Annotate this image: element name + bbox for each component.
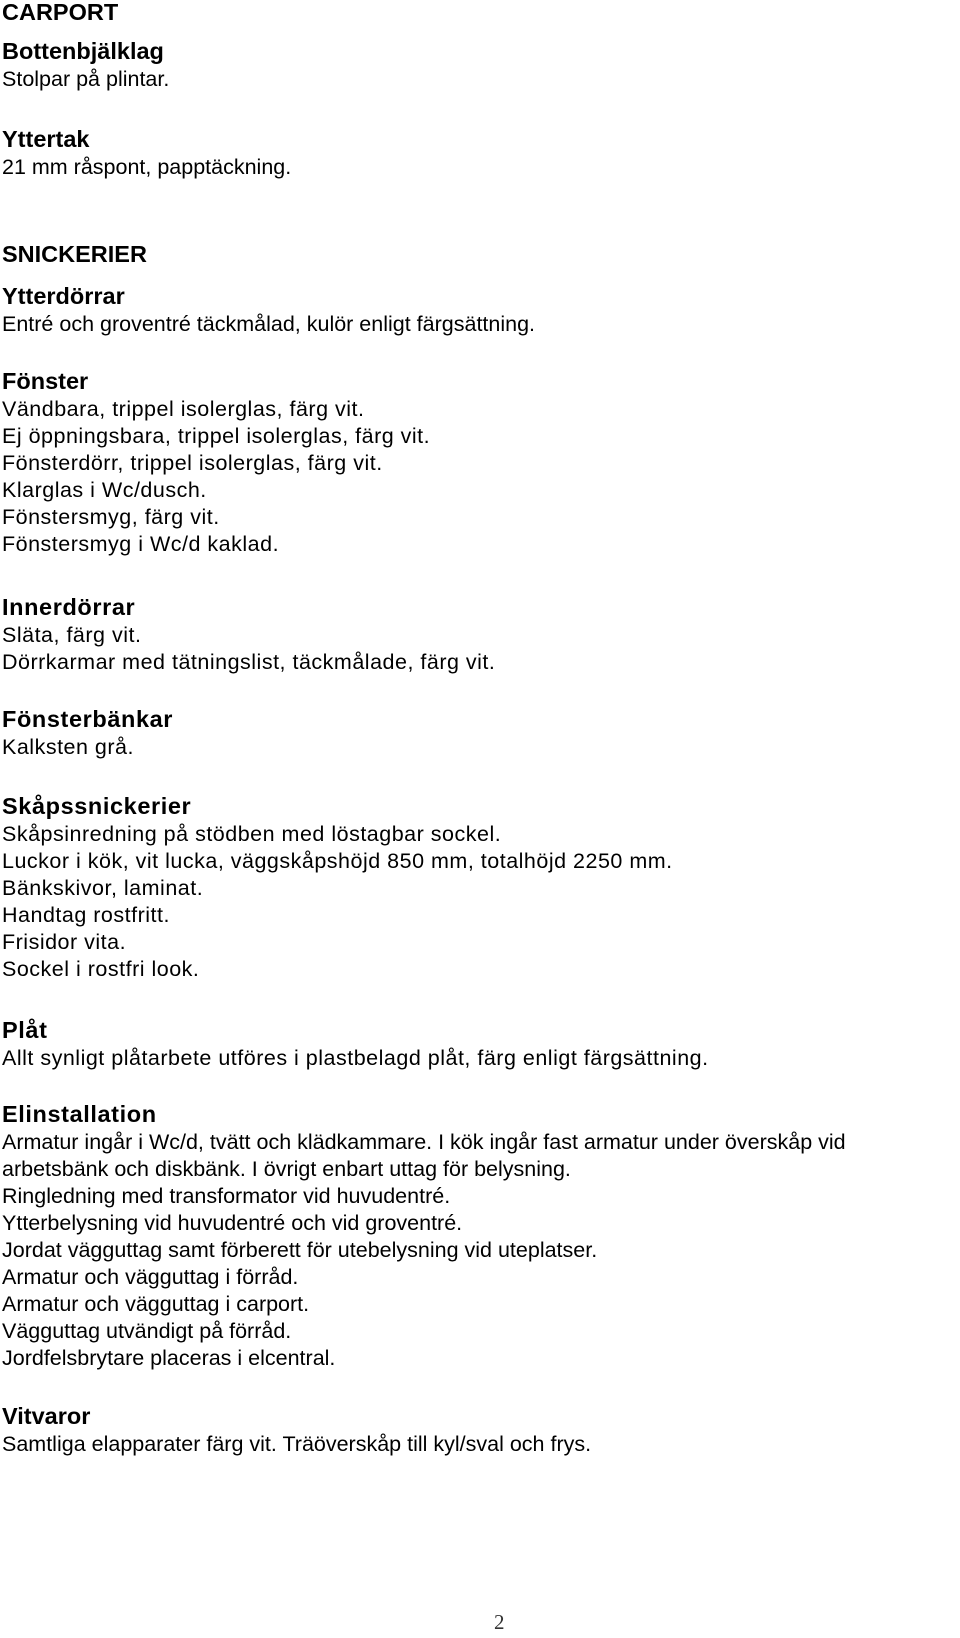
fonster-line: Ej öppningsbara, trippel isolerglas, färg vit.	[2, 424, 431, 448]
skapssnickerier-line: Frisidor vita.	[2, 930, 127, 954]
fonster-line: Vändbara, trippel isolerglas, färg vit.	[2, 397, 365, 421]
elinstallation-line: Armatur och vägguttag i förråd.	[2, 1265, 299, 1289]
bottenbjalklag-line: Stolpar på plintar.	[2, 67, 170, 91]
vitvaror-section	[2, 1402, 956, 1458]
ytterdorrar-heading: Ytterdörrar	[2, 283, 125, 309]
skapssnickerier-line: Sockel i rostfri look.	[2, 957, 200, 981]
fonster-heading: Fönster	[2, 368, 89, 394]
ytterdorrar-section	[2, 282, 956, 338]
fonsterbankar-line: Kalksten grå.	[2, 735, 134, 759]
skapssnickerier-heading: Skåpssnickerier	[2, 793, 192, 819]
fonster-section	[2, 367, 956, 558]
elinstallation-paragraph: Armatur ingår i Wc/d, tvätt och klädkammare. I kök ingår fast armatur under överskåp vid arbetsbänk och diskbänk. I övrigt enbart uttag för belysning.	[2, 1130, 846, 1181]
elinstallation-heading: Elinstallation	[2, 1101, 157, 1127]
fonster-line: Fönsterdörr, trippel isolerglas, färg vit.	[2, 451, 383, 475]
fonster-line: Klarglas i Wc/dusch.	[2, 478, 207, 502]
fonsterbankar-heading: Fönsterbänkar	[2, 706, 174, 732]
ytterdorrar-line: Entré och groventré täckmålad, kulör enligt färgsättning.	[2, 312, 536, 336]
innerdorrar-heading: Innerdörrar	[2, 594, 136, 620]
elinstallation-line: Vägguttag utvändigt på förråd.	[2, 1319, 292, 1343]
yttertak-heading: Yttertak	[2, 126, 90, 152]
yttertak-section	[2, 125, 956, 181]
vitvaror-heading: Vitvaror	[2, 1403, 91, 1429]
yttertak-line: 21 mm råspont, papptäckning.	[2, 155, 292, 179]
elinstallation-line: Ringledning med transformator vid huvudentré.	[2, 1184, 451, 1208]
elinstallation-line: Jordat vägguttag samt förberett för utebelysning vid uteplatser.	[2, 1238, 598, 1262]
vitvaror-line: Samtliga elapparater färg vit. Träöverskåp till kyl/sval och frys.	[2, 1432, 592, 1456]
innerdorrar-line: Dörrkarmar med tätningslist, täckmålade, färg vit.	[2, 650, 496, 674]
innerdorrar-line: Släta, färg vit.	[2, 623, 142, 647]
elinstallation-line: Jordfelsbrytare placeras i elcentral.	[2, 1346, 336, 1370]
skapssnickerier-line: Luckor i kök, vit lucka, väggskåpshöjd 850 mm, totalhöjd 2250 mm.	[2, 849, 673, 873]
elinstallation-line: Armatur och vägguttag i carport.	[2, 1292, 310, 1316]
page-number: 2	[494, 1610, 505, 1634]
elinstallation-section	[2, 1100, 956, 1372]
snickerier-title-block	[2, 240, 956, 269]
elinstallation-line: Ytterbelysning vid huvudentré och vid groventré.	[2, 1211, 463, 1235]
plat-heading: Plåt	[2, 1017, 48, 1043]
bottenbjalklag-heading: Bottenbjälklag	[2, 38, 164, 64]
carport-section	[2, 0, 956, 27]
bottenbjalklag-section	[2, 37, 956, 93]
plat-section	[2, 1016, 956, 1072]
skapssnickerier-section	[2, 792, 956, 983]
innerdorrar-section	[2, 593, 956, 676]
skapssnickerier-line: Skåpsinredning på stödben med löstagbar sockel.	[2, 822, 502, 846]
carport-title: CARPORT	[2, 0, 119, 25]
snickerier-title: SNICKERIER	[2, 241, 147, 267]
plat-line: Allt synligt plåtarbete utföres i plastbelagd plåt, färg enligt färgsättning.	[2, 1046, 709, 1070]
skapssnickerier-line: Bänkskivor, laminat.	[2, 876, 204, 900]
fonster-line: Fönstersmyg i Wc/d kaklad.	[2, 532, 280, 556]
fonster-line: Fönstersmyg, färg vit.	[2, 505, 220, 529]
skapssnickerier-line: Handtag rostfritt.	[2, 903, 170, 927]
fonsterbankar-section	[2, 705, 956, 761]
